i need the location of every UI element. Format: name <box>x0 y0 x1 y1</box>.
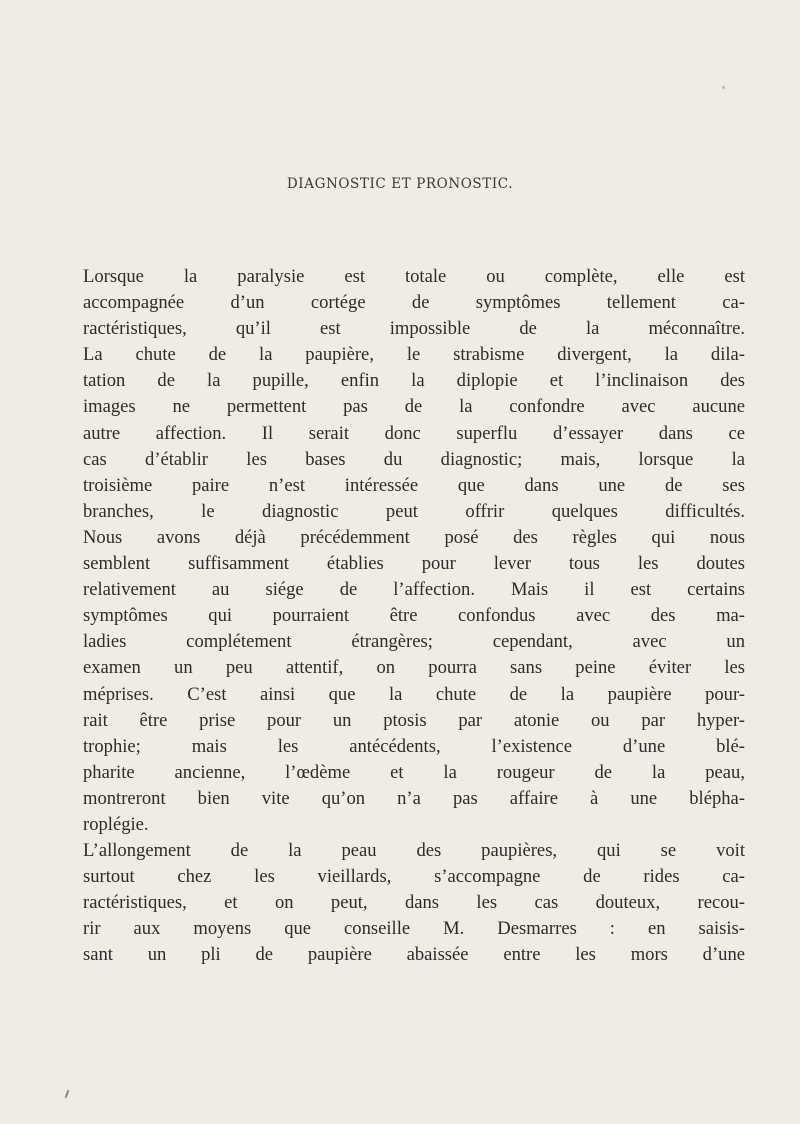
text-line: semblent suffisamment établies pour lever tous les doutes <box>83 553 745 575</box>
paper-speck <box>722 86 725 89</box>
text-line: trophie; mais les antécédents, l’existence d’une blé- <box>83 735 745 757</box>
body-text <box>83 264 745 969</box>
running-head: DIAGNOSTIC ET PRONOSTIC. <box>286 176 514 192</box>
text-line: examen un peu attentif, on pourra sans peine éviter les <box>83 657 745 679</box>
text-line: L’allongement de la peau des paupières, qui se voit <box>83 840 745 862</box>
text-line: pharite ancienne, l’œdème et la rougeur de la peau, <box>83 761 745 783</box>
text-line: symptômes qui pourraient être confondus avec des ma- <box>83 605 745 627</box>
text-line: tation de la pupille, enfin la diplopie et l’inclinaison des <box>83 370 745 392</box>
text-line: La chute de la paupière, le strabisme divergent, la dila- <box>83 344 745 366</box>
text-line: branches, le diagnostic peut offrir quelques difficultés. <box>83 500 745 522</box>
text-line: surtout chez les vieillards, s’accompagne de rides ca- <box>83 866 745 888</box>
text-line: roplégie. <box>83 813 149 835</box>
margin-mark <box>65 1090 70 1098</box>
text-line: montreront bien vite qu’on n’a pas affaire à une blépha- <box>83 787 745 809</box>
text-line: méprises. C’est ainsi que la chute de la paupière pour- <box>83 683 745 705</box>
text-line: Nous avons déjà précédemment posé des règles qui nous <box>83 526 745 548</box>
text-line: rait être prise pour un ptosis par atonie ou par hyper- <box>83 709 745 731</box>
text-line: images ne permettent pas de la confondre avec aucune <box>83 396 745 418</box>
text-line: cas d’établir les bases du diagnostic; mais, lorsque la <box>83 448 745 470</box>
text-line: accompagnée d’un cortége de symptômes tellement ca- <box>83 292 745 314</box>
text-line: troisième paire n’est intéressée que dans une de ses <box>83 474 745 496</box>
text-line: ractéristiques, qu’il est impossible de la méconnaître. <box>83 318 745 340</box>
text-line: sant un pli de paupière abaissée entre les mors d’une <box>83 944 745 966</box>
text-line: ladies complétement étrangères; cependant, avec un <box>83 631 745 653</box>
text-line: autre affection. Il serait donc superflu d’essayer dans ce <box>83 422 745 444</box>
text-line: relativement au siége de l’affection. Mais il est certains <box>83 579 745 601</box>
text-line: ractéristiques, et on peut, dans les cas douteux, recou- <box>83 892 745 914</box>
text-line: Lorsque la paralysie est totale ou complète, elle est <box>83 266 745 287</box>
text-line: rir aux moyens que conseille M. Desmarres : en saisis- <box>83 918 745 940</box>
